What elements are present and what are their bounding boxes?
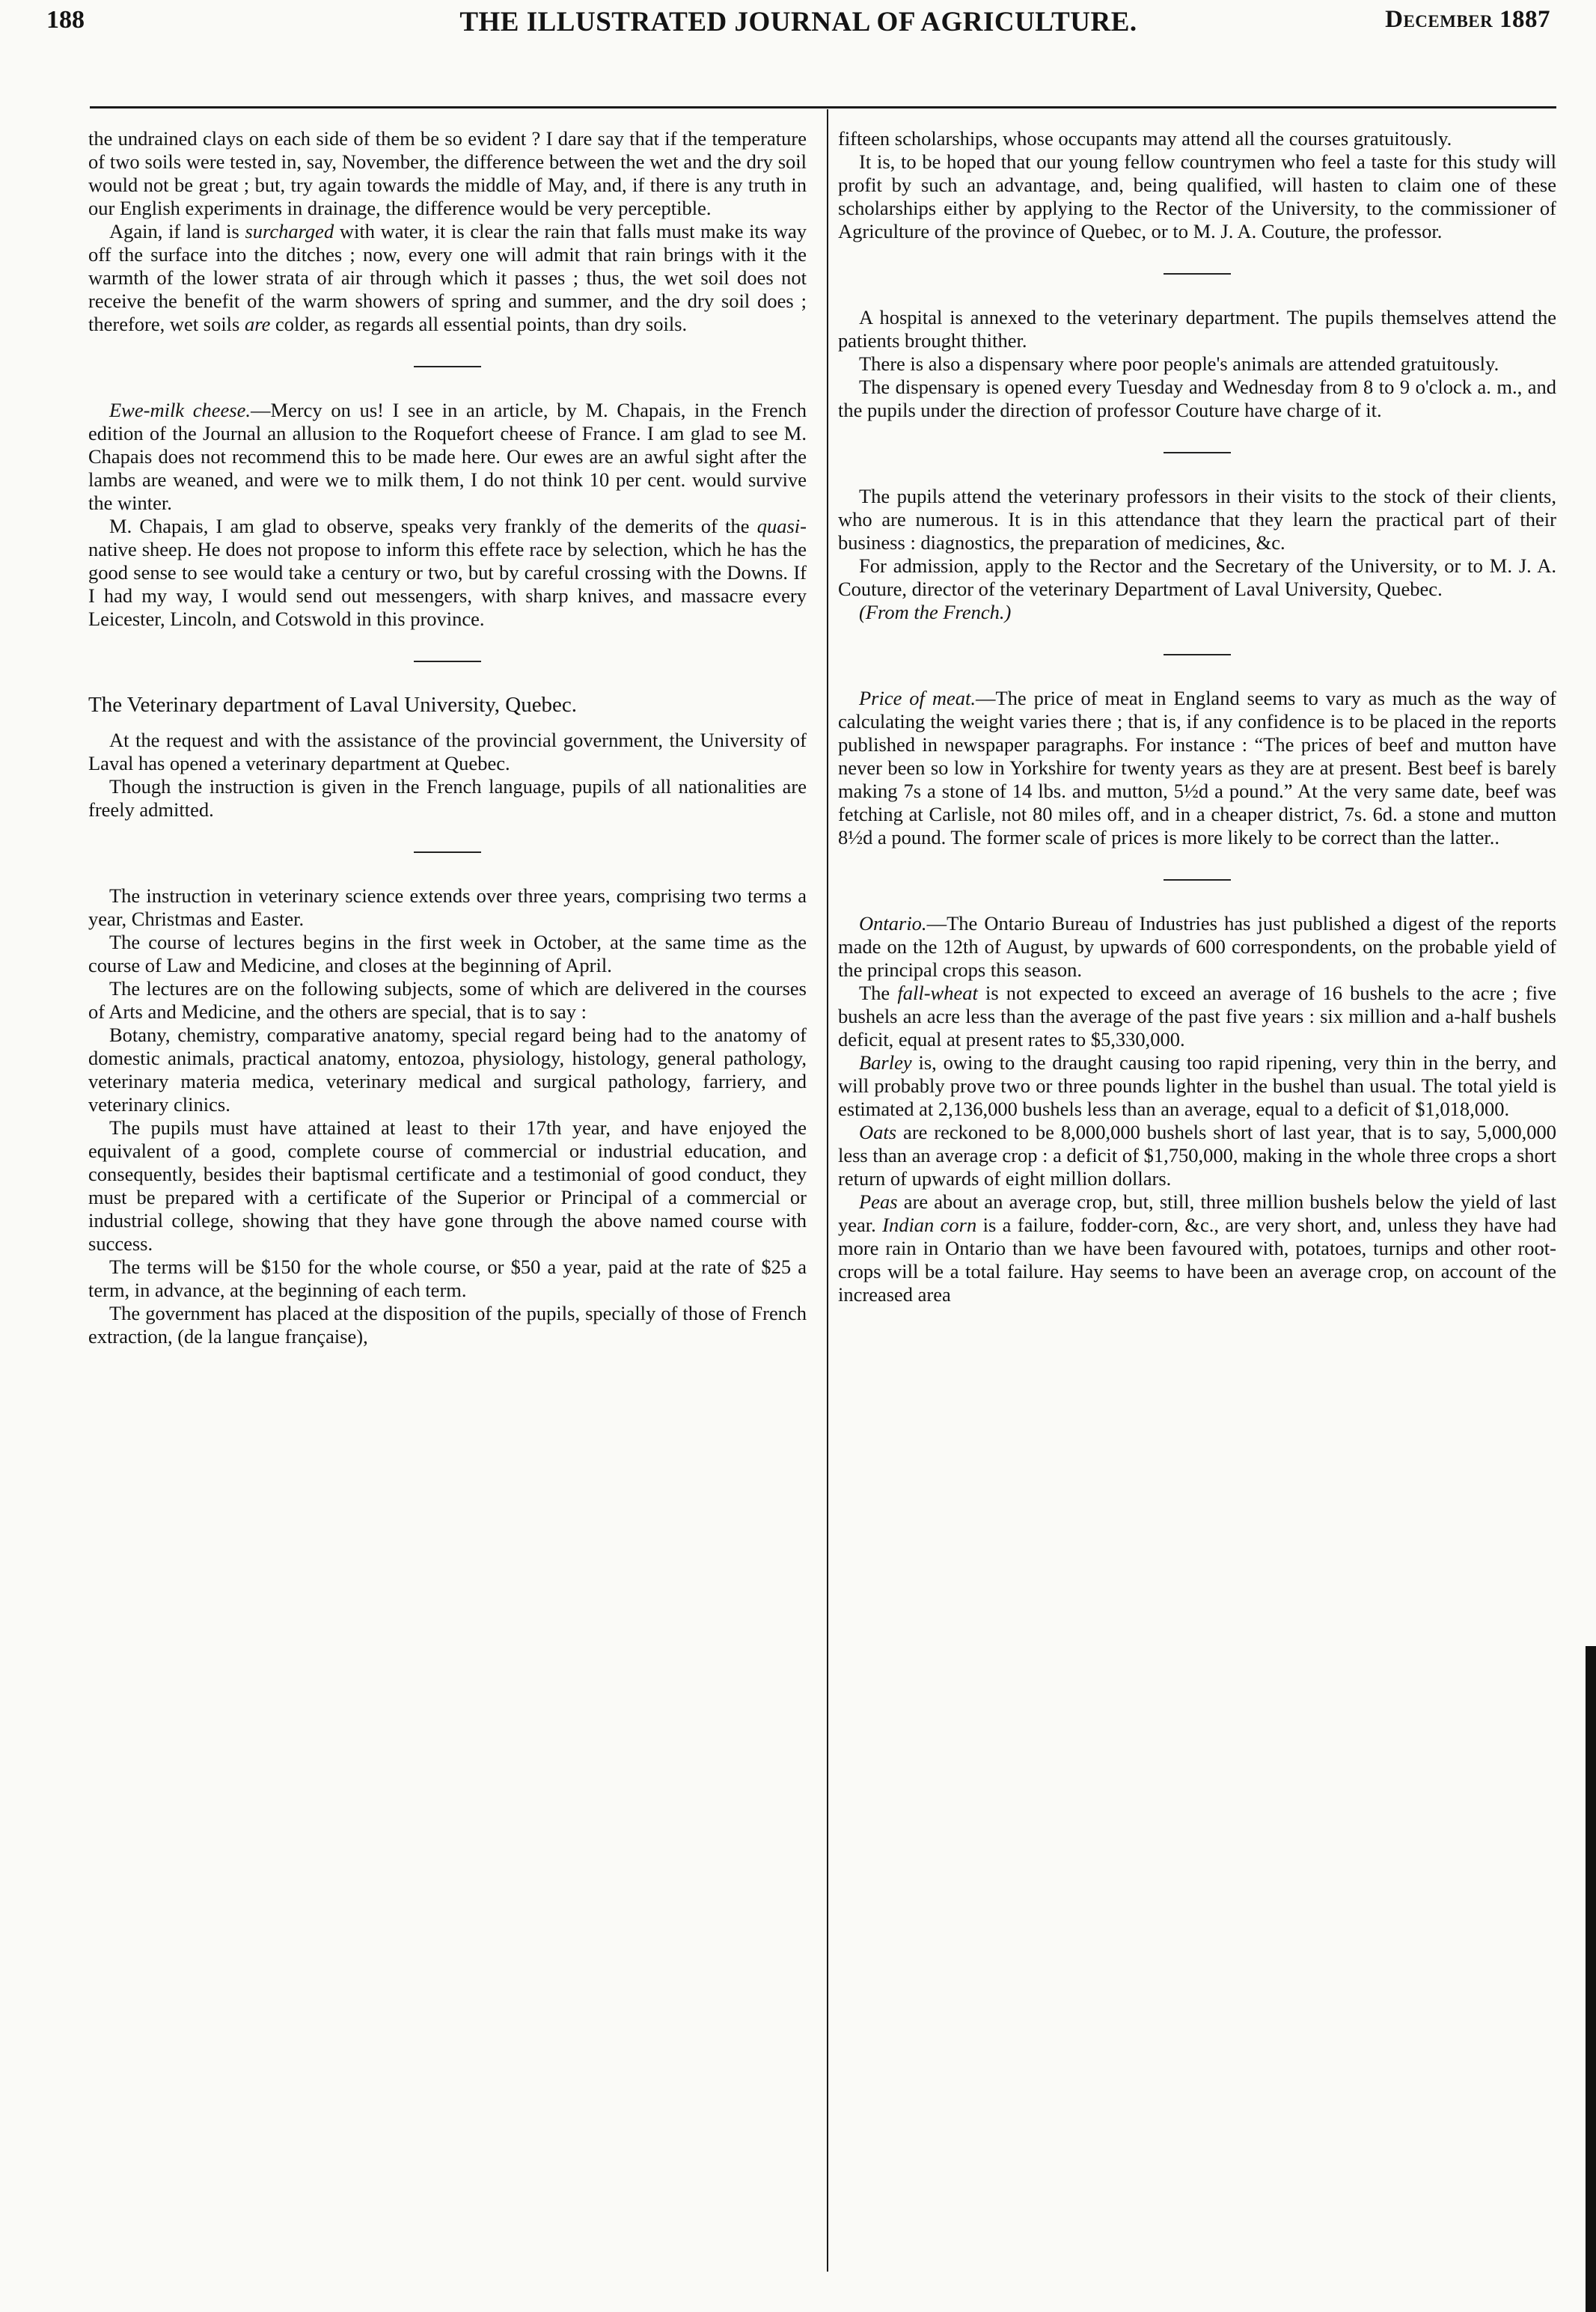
paragraph: At the request and with the assistance of the provincial government, the University of Laval has opened a veterinary department at Quebec. xyxy=(88,729,807,774)
article-title: Ontario. xyxy=(859,912,927,935)
issue-date: December 1887 xyxy=(1385,6,1550,33)
left-column xyxy=(88,127,807,1348)
paragraph: The course of lectures begins in the first week in October, at the same time as the course of Law and Medicine, and closes at the beginning of April. xyxy=(88,931,807,976)
section-separator xyxy=(1164,452,1231,453)
paragraph: Though the instruction is given in the French language, pupils of all nationalities are freely admitted. xyxy=(88,775,807,821)
paragraph: Again, if land is surcharged with water, it is clear the rain that falls must make its way off the surface into the ditches ; now, every one will admit that rain brings with it the warmth of the lower strata of air through which it passes ; thus, the wet soil does not receive the benefit of the warm showers of spring and summer, and the dry soil does ; therefore, wet soils are colder, as regards all essential points, than dry soils. xyxy=(88,220,807,335)
paragraph: Price of meat.—The price of meat in England seems to vary as much as the way of calculating the weight varies there ; that is, if any confidence is to be placed in the reports published in newspaper paragraphs. For instance : “The prices of beef and mutton have never been so low in Yorkshire for twenty years as they are at present. Best beef is barely making 7s a stone of 14 lbs. and mutton, 5½d a pound.” At the very same date, beef was fetching at Carlisle, not 80 miles off, and in a cheaper district, 7s. 6d. a stone and mutton 8½d a pound. The former scale of prices is more likely to be correct than the latter.. xyxy=(838,687,1556,848)
paragraph: Peas are about an average crop, but, still, three million bushels below the yield of last year. Indian corn is a failure, fodder-corn, &c., are very short, and, unless they have had more rain in Ontario than we have been favoured with, potatoes, turnips and other root-crops will be a total failure. Hay seems to have been an average crop, on account of the increased area xyxy=(838,1190,1556,1306)
paragraph: The instruction in veterinary science extends over three years, comprising two terms a year, Christmas and Easter. xyxy=(88,884,807,930)
article-heading: The Veterinary department of Laval University, Quebec. xyxy=(88,693,578,717)
section-separator xyxy=(1164,654,1231,655)
paragraph: A hospital is annexed to the veterinary department. The pupils themselves attend the patients brought thither. xyxy=(838,306,1556,352)
paragraph: M. Chapais, I am glad to observe, speaks very frankly of the demerits of the quasi-native sheep. He does not propose to inform this effete race by selection, which he has the good sense to see would take a century or two, but by careful crossing with the Downs. If I had my way, I would send out messengers, with sharp knives, and massacre every Leicester, Lincoln, and Cotswold in this province. xyxy=(88,515,807,630)
section-separator xyxy=(1164,879,1231,881)
paragraph: The pupils attend the veterinary professors in their visits to the stock of their clients, who are numerous. It is in this attendance that they learn the practical part of their business : diagnostics, the preparation of medicines, &c. xyxy=(838,485,1556,554)
column-divider xyxy=(827,109,828,2272)
paragraph: There is also a dispensary where poor people's animals are attended gratuitously. xyxy=(859,352,1499,375)
section-separator xyxy=(1164,273,1231,275)
paragraph: The pupils must have attained at least to their 17th year, and have enjoyed the equivalent of a good, complete course of commercial or industrial education, and consequently, besides their baptismal certificate and a testimonial of good conduct, they must be prepared with a certificate of the Superior or Principal of a commercial or industrial college, showing that they have gone through the above named course with success. xyxy=(88,1116,807,1255)
right-column xyxy=(838,127,1556,1306)
paragraph: Botany, chemistry, comparative anatomy, special regard being had to the anatomy of domestic animals, practical anatomy, entozoa, physiology, histology, general pathology, veterinary materia medica, veterinary medical and surgical pathology, farriery, and veterinary clinics. xyxy=(88,1024,807,1116)
article-title: Price of meat. xyxy=(859,687,976,709)
paragraph: Ontario.—The Ontario Bureau of Industries has just published a digest of the reports made on the 12th of August, by upwards of 600 correspondents, on the probable yield of the principal crops this season. xyxy=(838,912,1556,981)
header-rule xyxy=(90,106,1556,108)
paragraph: The terms will be $150 for the whole course, or $50 a year, paid at the rate of $25 a term, in advance, at the beginning of each term. xyxy=(88,1256,807,1301)
source-note: (From the French.) xyxy=(859,601,1012,623)
section-separator xyxy=(414,366,481,367)
paragraph: The lectures are on the following subjects, some of which are delivered in the courses of Arts and Medicine, and the others are special, that is to say : xyxy=(88,977,807,1023)
page-header xyxy=(46,6,1550,43)
paragraph: Barley is, owing to the draught causing too rapid ripening, very thin in the berry, and will probably prove two or three pounds lighter in the bushel than usual. The total yield is estimated at 2,136,000 bushels less than an average, equal to a deficit of $1,018,000. xyxy=(838,1051,1556,1120)
section-separator xyxy=(414,661,481,662)
section-separator xyxy=(414,851,481,853)
page-number: 188 xyxy=(46,6,85,34)
paragraph: Ewe-milk cheese.—Mercy on us! I see in an article, by M. Chapais, in the French edition of the Journal an allusion to the Roquefort cheese of France. I am glad to see M. Chapais does not recommend this to be made here. Our ewes are an awful sight after the lambs are weaned, and were we to milk them, I do not think 10 per cent. would survive the winter. xyxy=(88,399,807,514)
paragraph: It is, to be hoped that our young fellow countrymen who feel a taste for this study will profit by such an advantage, and, being qualified, will hasten to claim one of these scholarships either by applying to the Rector of the University, to the commissioner of Agriculture of the province of Quebec, or to M. J. A. Couture, the professor. xyxy=(838,150,1556,242)
binding-edge xyxy=(1586,1646,1596,2312)
paragraph: For admission, apply to the Rector and the Secretary of the University, or to M. J. A. Couture, director of the veterinary Department of Laval University, Quebec. xyxy=(838,554,1556,600)
paragraph: The government has placed at the disposition of the pupils, specially of those of French extraction, (de la langue française), xyxy=(88,1302,807,1348)
journal-title: THE ILLUSTRATED JOURNAL OF AGRICULTURE. xyxy=(459,7,1137,37)
paragraph: The dispensary is opened every Tuesday and Wednesday from 8 to 9 o'clock a. m., and the pupils under the direction of professor Couture have charge of it. xyxy=(838,376,1556,421)
paragraph: The fall-wheat is not expected to exceed an average of 16 bushels to the acre ; five bushels an acre less than the average of the past five years : six million and a-half bushels deficit, equal at present rates to $5,330,000. xyxy=(838,982,1557,1051)
article-title: Ewe-milk cheese. xyxy=(109,399,251,421)
paragraph: fifteen scholarships, whose occupants may attend all the courses gratuitously. xyxy=(838,127,1452,150)
paragraph: Oats are reckoned to be 8,000,000 bushels short of last year, that is to say, 5,000,000 less than an average crop : a deficit of $1,750,000, making in the whole three crops a short return of upwards of eight million dollars. xyxy=(838,1121,1556,1190)
paragraph: the undrained clays on each side of them be so evident ? I dare say that if the temperature of two soils were tested in, say, November, the difference between the wet and the dry soil would not be great ; but, try again towards the middle of May, and, if there is any truth in our English experiments in drainage, the difference would be very perceptible. xyxy=(88,127,807,219)
